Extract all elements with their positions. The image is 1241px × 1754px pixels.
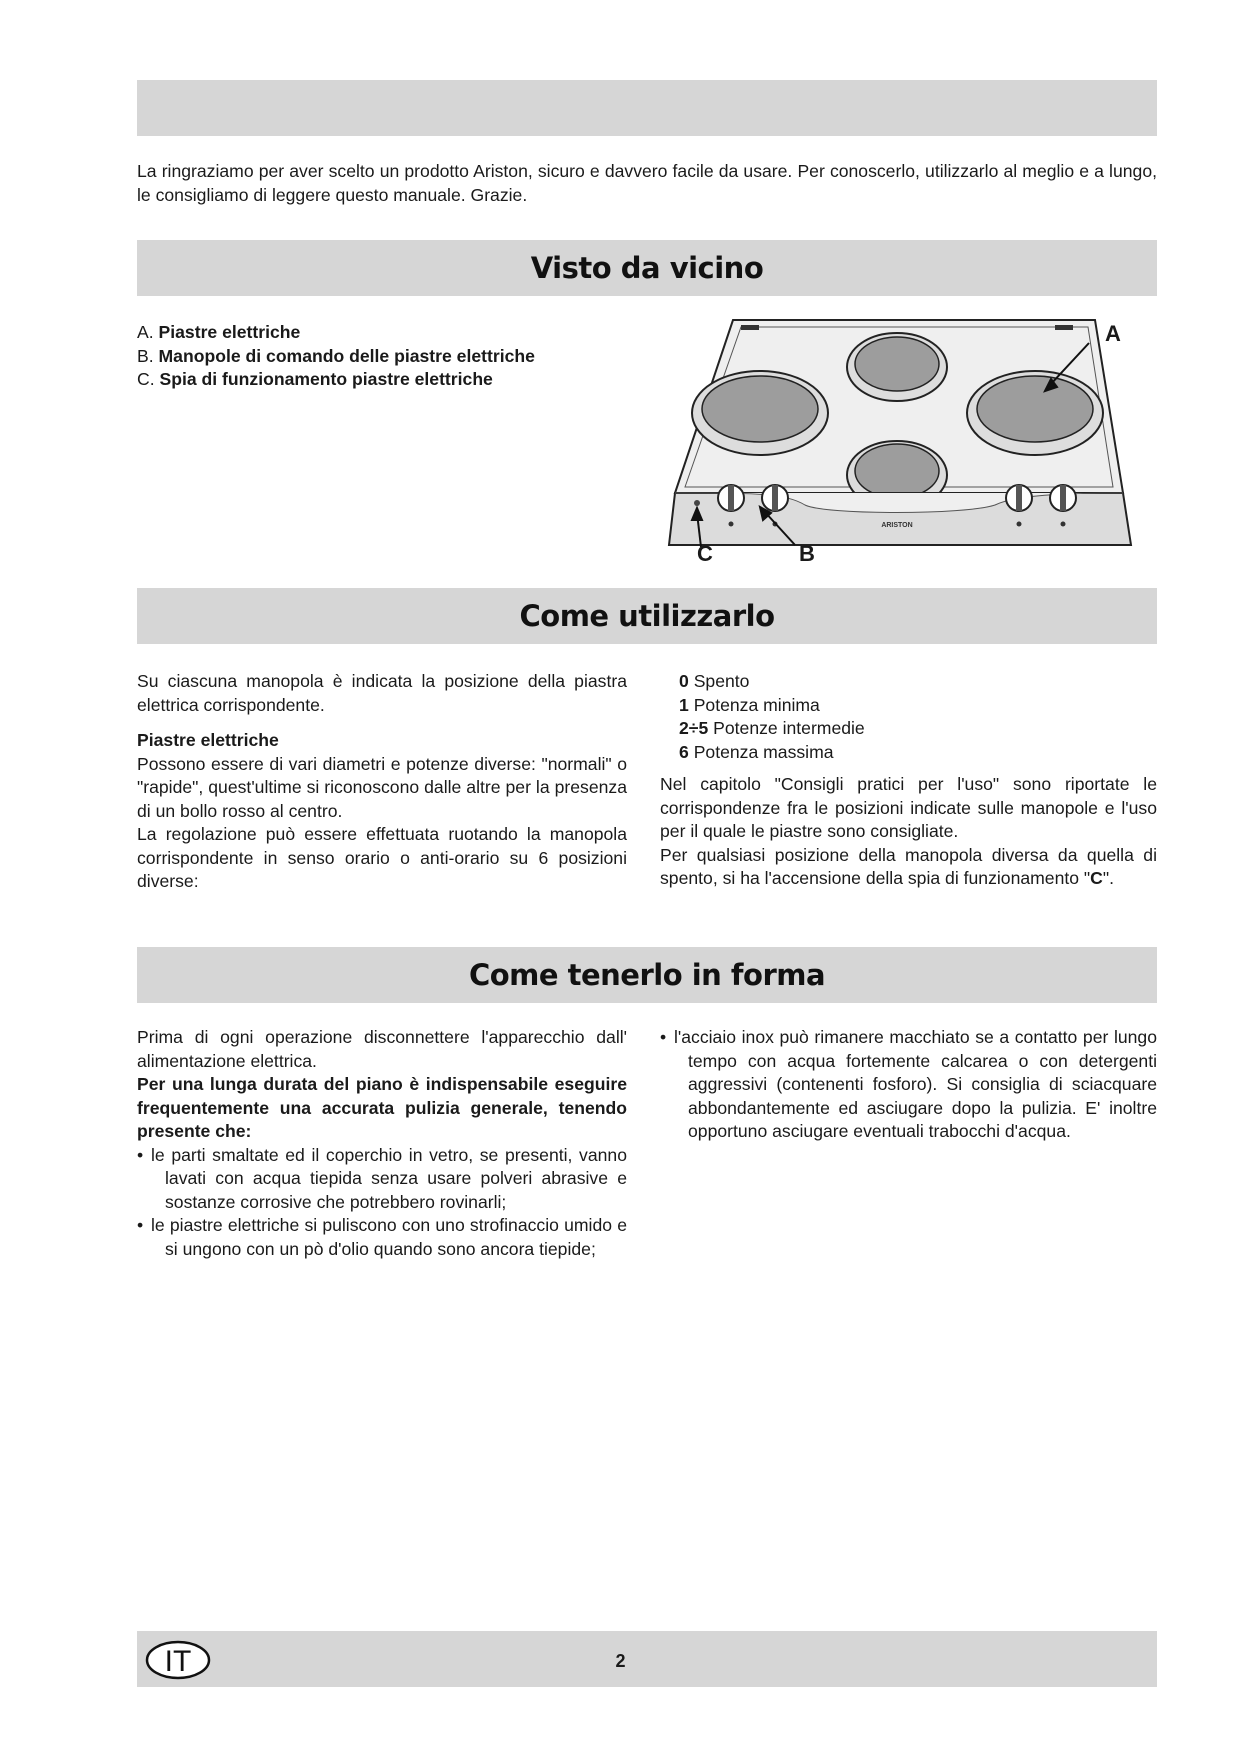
plate-left bbox=[692, 371, 828, 455]
usage-indicator-text: Per qualsiasi posizione della manopola diversa da quella di spento, si ha l'accensione della spia di funzionamento "C". bbox=[660, 844, 1157, 888]
position-item: 2÷5 Potenze intermedie bbox=[679, 718, 865, 738]
figure-label-a: A bbox=[1105, 321, 1121, 346]
figure-label-b: B bbox=[799, 541, 815, 566]
section-title: Visto da vicino bbox=[530, 251, 764, 285]
section-title: Come tenerlo in forma bbox=[468, 958, 826, 992]
brand-logo: ARISTON bbox=[881, 522, 913, 529]
figure-label-c: C bbox=[697, 541, 713, 566]
care-bullet: • le parti smaltate ed il coperchio in vetro, se presenti, vanno lavati con acqua tiepida senza usare polveri abrasive e sostanze corrosive che potrebbero rovinarli; bbox=[137, 1144, 627, 1212]
care-right-column bbox=[660, 1026, 1157, 1144]
position-item: 6 Potenza massima bbox=[679, 741, 834, 762]
position-item: 1 Potenza minima bbox=[679, 694, 820, 715]
legend-list bbox=[137, 321, 637, 392]
intro-text: La ringraziamo per aver scelto un prodotto Ariston, sicuro e davvero facile da usare. Per conoscerlo, utilizzarlo al meglio e a lungo, le consigliamo di leggere questo manuale. Grazie. bbox=[137, 161, 1157, 205]
language-code: IT bbox=[164, 1645, 192, 1678]
usage-left-column bbox=[137, 670, 627, 894]
care-left-column bbox=[137, 1026, 627, 1261]
header-bar bbox=[137, 80, 1157, 136]
usage-intro: Su ciascuna manopola è indicata la posizione della piastra elettrica corrispondente. bbox=[137, 671, 627, 715]
care-bullet: • l'acciaio inox può rimanere macchiato se a contatto per lungo tempo con acqua fortemente calcarea o con detergenti aggressivi (contenenti fosforo). Si consiglia di sciacquare abbondantemente ed asciugare dopo la pulizia. E' inoltre opportuno asciugare eventuali trabocchi d'acqua. bbox=[660, 1027, 1157, 1141]
care-bold-note: Per una lunga durata del piano è indispensabile eseguire frequentemente una accurata pulizia generale, tenendo presente che: bbox=[137, 1074, 627, 1141]
cooktop-figure bbox=[665, 315, 1148, 577]
knob-3 bbox=[1006, 485, 1032, 511]
usage-heading: Piastre elettriche bbox=[137, 730, 279, 750]
cooktop-drawing bbox=[665, 315, 1148, 577]
legend-item-a: A. Piastre elettriche bbox=[137, 322, 301, 342]
usage-right-column bbox=[660, 670, 1157, 891]
section-bar-come-tenerlo-in-forma bbox=[137, 947, 1157, 1003]
plate-back bbox=[847, 333, 947, 401]
legend-item-c: C. Spia di funzionamento piastre elettriche bbox=[137, 369, 493, 389]
position-item: 0 Spento bbox=[679, 671, 750, 691]
care-intro: Prima di ogni operazione disconnettere l'apparecchio dall' alimentazione elettrica. bbox=[137, 1027, 627, 1071]
legend-item-b: B. Manopole di comando delle piastre elettriche bbox=[137, 345, 535, 366]
section-title: Come utilizzarlo bbox=[519, 599, 775, 633]
page-number: 2 bbox=[615, 1651, 626, 1671]
usage-plates-text: Possono essere di vari diametri e potenze diverse: "normali" o "rapide", quest'ultime si riconoscono dalle altre per la presenza di un bollo rosso al centro. bbox=[137, 753, 627, 821]
usage-advice-text: Nel capitolo "Consigli pratici per l'uso" sono riportate le corrispondenze fra le posizioni indicate sulle manopole e l'uso per il quale le piastre sono consigliate. bbox=[660, 774, 1157, 841]
usage-regulation-text: La regolazione può essere effettuata ruotando la manopola corrispondente in senso orario o anti-orario su 6 posizioni diverse: bbox=[137, 824, 627, 891]
section-bar-visto-da-vicino bbox=[137, 240, 1157, 296]
knob-1 bbox=[718, 485, 744, 511]
knob-4 bbox=[1050, 485, 1076, 511]
plate-right bbox=[967, 371, 1103, 455]
section-bar-come-utilizzarlo bbox=[137, 588, 1157, 644]
positions-list bbox=[660, 670, 1157, 764]
care-bullet: • le piastre elettriche si puliscono con uno strofinaccio umido e si ungono con un pò d'olio quando sono ancora tiepide; bbox=[137, 1215, 627, 1259]
knob-2 bbox=[762, 485, 788, 511]
